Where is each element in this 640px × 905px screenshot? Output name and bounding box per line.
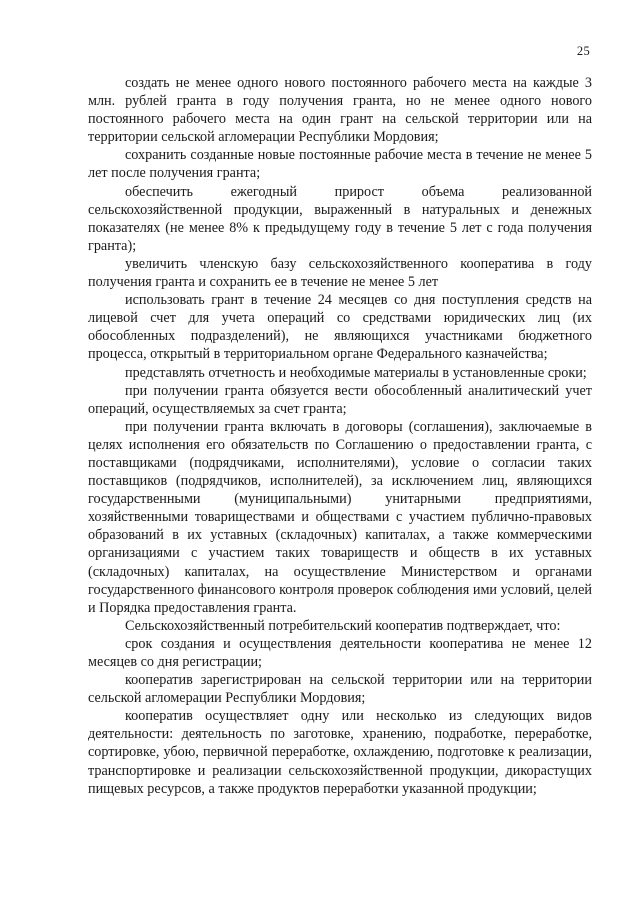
paragraph: срок создания и осуществления деятельности кооператива не менее 12 месяцев со дня регистрации; <box>88 635 592 670</box>
paragraph: кооператив зарегистрирован на сельской территории или на территории сельской агломерации Республики Мордовия; <box>88 672 592 707</box>
paragraph: обеспечить ежегодный прирост объема реализованной сельскохозяйственной продукции, выраженный в натуральных и денежных показателях (не менее 8% к предыдущему году в течение 5 лет с года получения гранта); <box>88 183 592 254</box>
paragraph: Сельскохозяйственный потребительский кооператив подтверждает, что: <box>125 617 561 634</box>
paragraph: сохранить созданные новые постоянные рабочие места в течение не менее 5 лет после получения гранта; <box>88 147 592 182</box>
paragraph: при получении гранта обязуется вести обособленный аналитический учет операций, осуществляемых за счет гранта; <box>88 382 592 417</box>
paragraph: представлять отчетность и необходимые материалы в установленные сроки; <box>125 364 587 381</box>
paragraph: создать не менее одного нового постоянного рабочего места на каждые 3 млн. рублей гранта в году получения гранта, но не менее одного нового постоянного рабочего места на один грант на сельской территории или на территории сельской агломерации Республики Мордовия; <box>88 75 592 146</box>
paragraph: использовать грант в течение 24 месяцев со дня поступления средств на лицевой счет для учета операций со средствами юридических лиц (их обособленных подразделений), не являющихся участниками бюджетного процесса, открытый в территориальном органе Федерального казначейства; <box>88 292 592 363</box>
document-body <box>88 74 592 798</box>
page-number: 25 <box>576 44 590 58</box>
paragraph: при получении гранта включать в договоры (соглашения), заключаемые в целях исполнения его обязательств по Соглашению о предоставлении гранта, с поставщиками (подрядчиками, исполнителями), условие о согласии таких поставщиков (подрядчиков, исполнителей), за исключением лиц, являющихся государственными (муниципальными) унитарными предприятиями, хозяйственными товариществами и обществами с участием публично-правовых образований в их уставных (складочных) капиталах, а также коммерческими организациями с участием таких товариществ и обществ в их уставных (складочных) капиталах, на осуществление Министерством и органами государственного финансового контроля проверок соблюдения ими условий, целей и Порядка предоставления гранта. <box>88 418 592 616</box>
paragraph: увеличить членскую базу сельскохозяйственного кооператива в году получения гранта и сохранить ее в течение не менее 5 лет <box>88 255 592 291</box>
paragraph: кооператив осуществляет одну или несколько из следующих видов деятельности: деятельность по заготовке, хранению, подработке, переработке, сортировке, убою, первичной переработке, охлаждению, подготовке к реализации, транспортировке и реализации сельскохозяйственной продукции, дикорастущих пищевых ресурсов, а также продуктов переработки указанной продукции; <box>88 708 592 797</box>
